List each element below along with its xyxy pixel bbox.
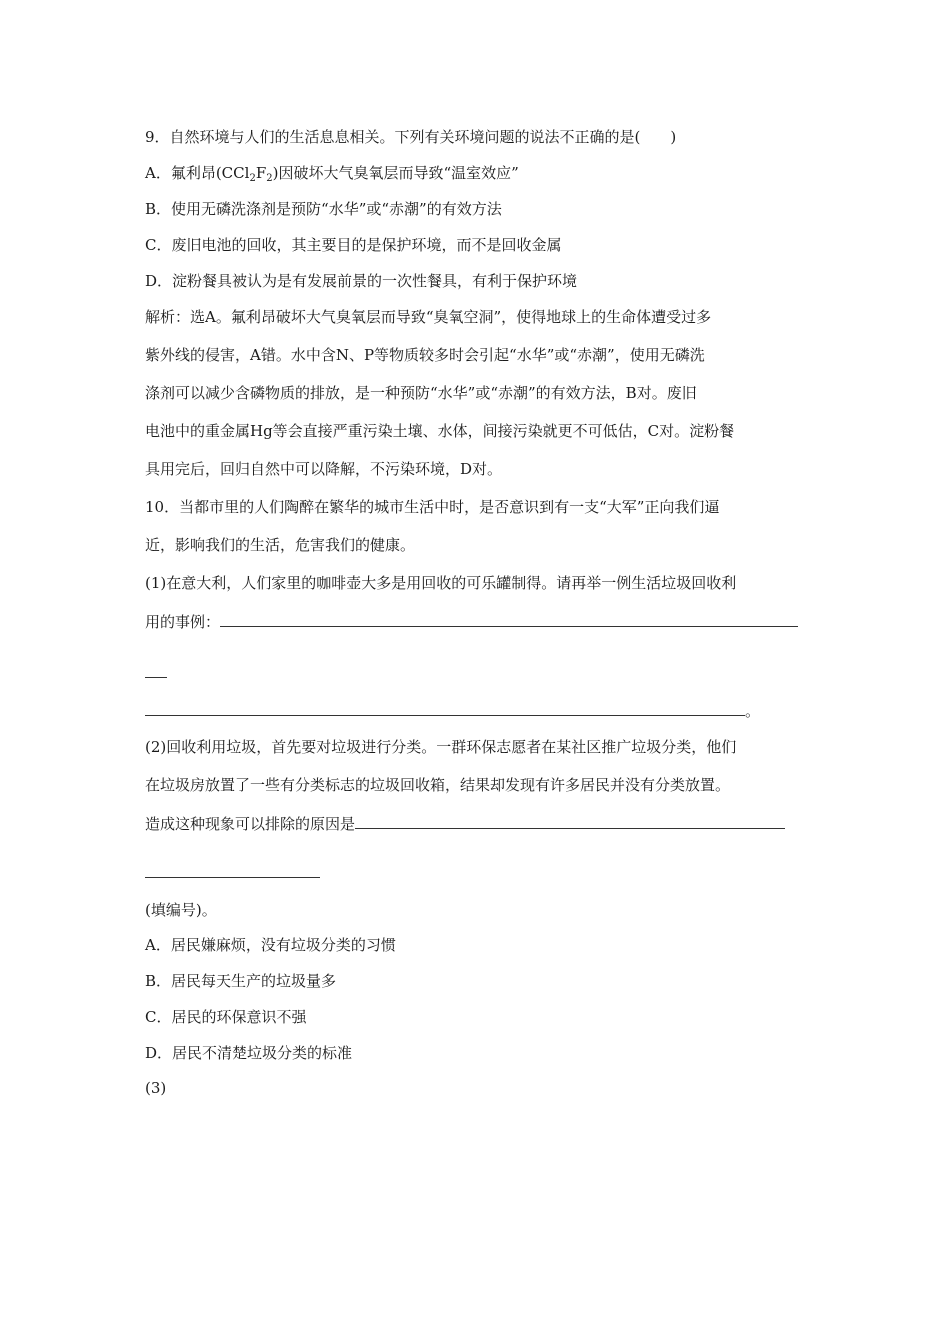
q9-option-a-mid: F <box>255 164 267 182</box>
q9-option-a-sub2: 2 <box>266 173 273 184</box>
q10-part2-text: 造成这种现象可以排除的原因是 <box>145 815 356 833</box>
q10-part1-end: 。 <box>745 702 761 720</box>
q10-part2-line: (2)回收利用垃圾，首先要对垃圾进行分类。一群环保志愿者在某社区推广垃圾分类，他们 <box>145 738 737 756</box>
q10-option-d: D．居民不清楚垃圾分类的标准 <box>145 1044 353 1062</box>
q9-option-c: C．废旧电池的回收，其主要目的是保护环境，而不是回收金属 <box>145 236 562 254</box>
q9-analysis-line: 电池中的重金属Hg等会直接严重污染土壤、水体，间接污染就更不可低估，C对。淀粉餐 <box>145 422 735 440</box>
answer-blank-3-cont <box>145 862 810 883</box>
q9-option-a-post: )因破坏大气臭氧层而导致“温室效应” <box>272 164 519 182</box>
q9-analysis-line: 涤剂可以减少含磷物质的排放，是一种预防“水华”或“赤潮”的有效方法，B对。废旧 <box>145 384 697 402</box>
q10-stem-line: 近，影响我们的生活，危害我们的健康。 <box>145 536 416 554</box>
q9-option-a-sub1: 2 <box>249 173 256 184</box>
q9-analysis-line: 解析：选A。氟利昂破坏大气臭氧层而导致“臭氧空洞”，使得地球上的生命体遭受过多 <box>145 308 712 326</box>
q10-part1-line <box>145 611 810 632</box>
q9-option-d: D．淀粉餐具被认为是有发展前景的一次性餐具，有利于保护环境 <box>145 272 578 290</box>
q10-part1-text: 用的事例： <box>145 613 221 631</box>
answer-blank-1-cont <box>145 662 810 683</box>
answer-blank-2-line <box>145 700 810 721</box>
q9-stem: 9．自然环境与人们的生活息息相关。下列有关环境问题的说法不正确的是( ) <box>145 128 677 146</box>
q10-option-b: B．居民每天生产的垃圾量多 <box>145 972 337 990</box>
answer-blank-2[interactable] <box>145 700 745 716</box>
answer-blank-3[interactable] <box>355 813 785 829</box>
q10-stem-line: 10．当都市里的人们陶醉在繁华的城市生活中时，是否意识到有一支“大军”正向我们逼 <box>145 498 720 516</box>
q10-part2-note: (填编号)。 <box>145 901 217 919</box>
q10-part3: (3) <box>145 1079 167 1097</box>
q10-option-a: A．居民嫌麻烦，没有垃圾分类的习惯 <box>145 936 396 954</box>
q9-analysis-line: 具用完后，回归自然中可以降解，不污染环境，D对。 <box>145 460 503 478</box>
q10-part1-line: (1)在意大利，人们家里的咖啡壶大多是用回收的可乐罐制得。请再举一例生活垃圾回收利 <box>145 574 737 592</box>
q9-option-a-pre: A．氟利昂(CCl <box>145 164 250 182</box>
answer-blank-1[interactable] <box>220 611 798 627</box>
q10-part2-line <box>145 813 810 834</box>
q9-option-b: B．使用无磷洗涤剂是预防“水华”或“赤潮”的有效方法 <box>145 200 502 218</box>
q10-option-c: C．居民的环保意识不强 <box>145 1008 307 1026</box>
q9-option-a <box>145 163 810 183</box>
q10-part2-line: 在垃圾房放置了一些有分类标志的垃圾回收箱，结果却发现有许多居民并没有分类放置。 <box>145 776 731 794</box>
answer-blank-1b[interactable] <box>145 662 167 678</box>
q9-analysis-line: 紫外线的侵害，A错。水中含N、P等物质较多时会引起“水华”或“赤潮”，使用无磷洗 <box>145 346 705 364</box>
answer-blank-3b[interactable] <box>145 862 320 878</box>
